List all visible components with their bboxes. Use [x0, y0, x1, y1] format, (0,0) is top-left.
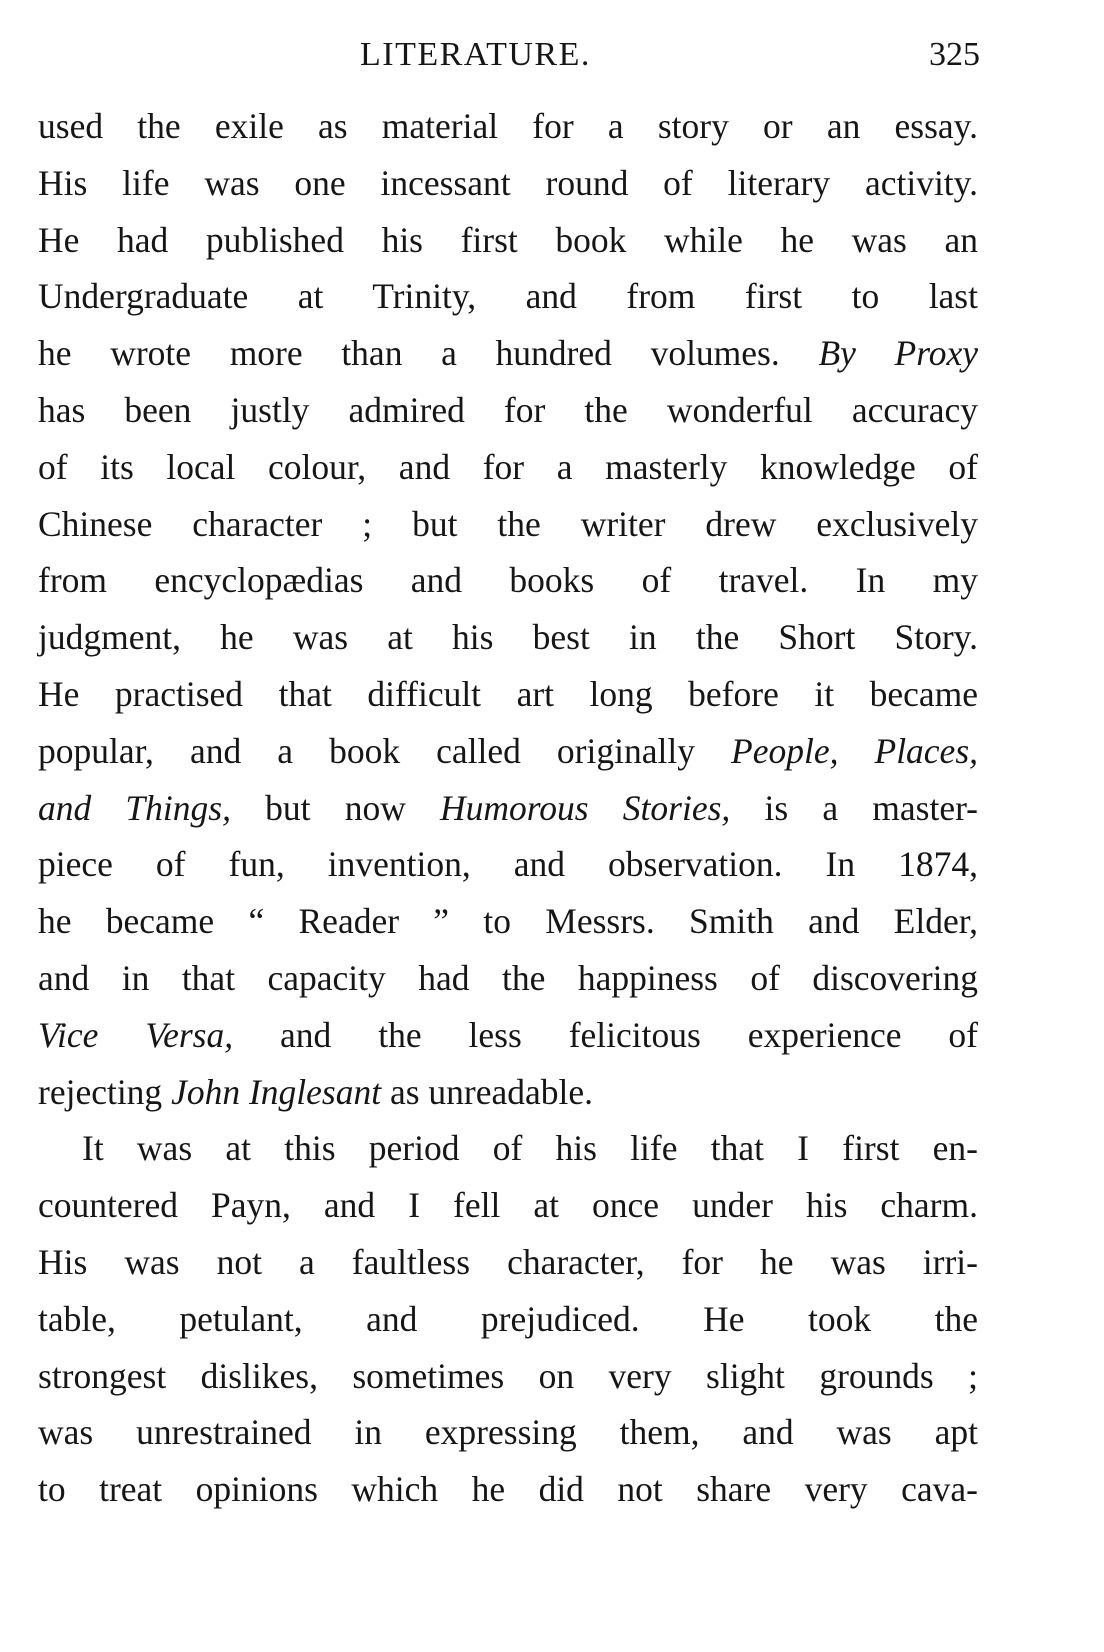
- text-segment: It was at this period of his life that I first en-: [82, 1128, 978, 1169]
- text-segment: piece of fun, invention, and observation. In 1874,: [38, 844, 978, 885]
- text-line: [38, 1064, 978, 1121]
- text-line: [38, 666, 978, 723]
- text-segment: countered Payn, and I fell at once under his charm.: [38, 1185, 978, 1226]
- text-segment: he wrote more than a hundred volumes.: [38, 333, 819, 374]
- text-line: [38, 439, 978, 496]
- text-line: [38, 325, 978, 382]
- text-line: [38, 950, 978, 1007]
- text-segment: rejecting: [38, 1071, 172, 1112]
- italic-title-text: By Proxy: [818, 333, 979, 374]
- text-line: [38, 1234, 978, 1291]
- italic-title-text: Humorous Stories,: [440, 787, 731, 828]
- text-line: [38, 609, 978, 666]
- text-line: [38, 1177, 978, 1234]
- text-segment: used the exile as material for a story or an essay.: [38, 106, 978, 146]
- text-line: [38, 723, 978, 780]
- text-line: [38, 1007, 978, 1064]
- text-segment: he became “ Reader ” to Messrs. Smith and Elder,: [38, 901, 978, 942]
- text-line: [38, 893, 978, 950]
- text-segment: He had published his first book while he was an: [38, 219, 978, 260]
- running-head: [40, 30, 980, 80]
- text-line: [38, 1404, 978, 1461]
- text-segment: His life was one incessant round of literary activity.: [38, 162, 978, 203]
- text-line: [38, 1120, 978, 1177]
- text-line: [38, 552, 978, 609]
- text-segment: was unrestrained in expressing them, and was apt: [38, 1412, 978, 1453]
- italic-title-text: and Things,: [38, 787, 231, 828]
- text-segment: table, petulant, and prejudiced. He took the: [38, 1298, 978, 1339]
- italic-title-text: John Inglesant: [171, 1071, 382, 1112]
- text-line: [38, 212, 978, 269]
- text-segment: Undergraduate at Trinity, and from first to last: [38, 276, 978, 317]
- text-segment: is a master-: [730, 787, 979, 828]
- text-segment: He practised that difficult art long before it became: [38, 673, 978, 714]
- running-title: LITERATURE.: [360, 36, 591, 73]
- text-segment: of its local colour, and for a masterly knowledge of: [38, 446, 978, 487]
- italic-title-text: People, Places,: [731, 730, 979, 771]
- text-segment: but now: [230, 787, 441, 828]
- text-segment: strongest dislikes, sometimes on very slight grounds ;: [38, 1355, 978, 1396]
- paragraph: [38, 98, 978, 1120]
- text-segment: and in that capacity had the happiness of discovering: [38, 957, 978, 998]
- text-segment: popular, and a book called originally: [38, 730, 732, 771]
- paragraph: [38, 1120, 978, 1518]
- text-segment: from encyclopædias and books of travel. In my: [38, 560, 978, 601]
- text-line: [38, 836, 978, 893]
- text-line: [38, 1461, 978, 1518]
- body-text: [38, 98, 978, 1518]
- text-line: [38, 780, 978, 837]
- text-line: [38, 98, 978, 155]
- text-segment: has been justly admired for the wonderful accuracy: [38, 389, 978, 430]
- text-segment: to treat opinions which he did not share very cava-: [38, 1469, 978, 1510]
- text-line: [38, 496, 978, 553]
- text-segment: as unreadable.: [381, 1071, 593, 1112]
- text-segment: judgment, he was at his best in the Short Story.: [38, 617, 978, 658]
- italic-title-text: Vice Versa,: [38, 1014, 234, 1055]
- text-segment: Chinese character ; but the writer drew exclusively: [38, 503, 978, 544]
- text-line: [38, 1348, 978, 1405]
- text-segment: His was not a faultless character, for he was irri-: [38, 1241, 978, 1282]
- text-line: [38, 1291, 978, 1348]
- text-segment: and the less felicitous experience of: [233, 1014, 978, 1055]
- text-line: [38, 155, 978, 212]
- page-number: 325: [929, 36, 980, 73]
- text-line: [38, 382, 978, 439]
- text-line: [38, 268, 978, 325]
